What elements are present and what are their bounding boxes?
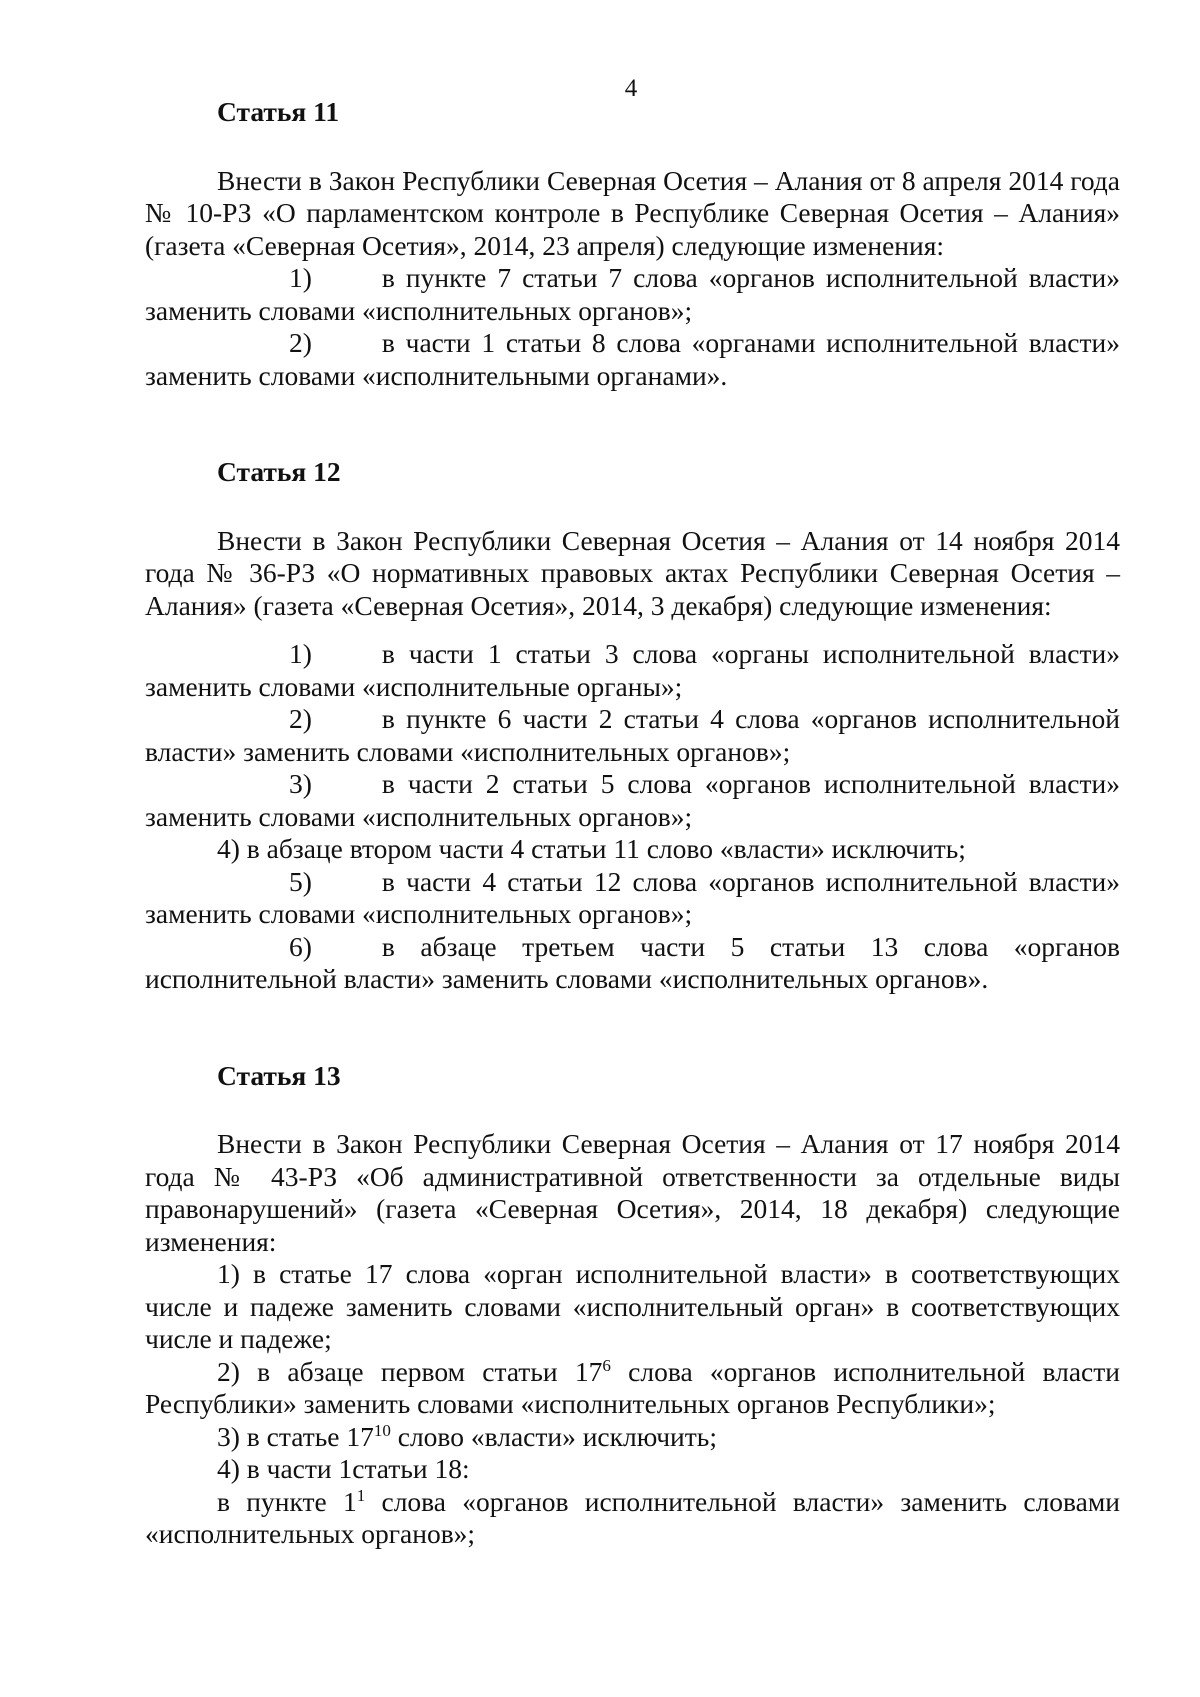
page-number: 4 (624, 75, 638, 102)
list-item: 4) в части 1статьи 18: (217, 1453, 470, 1484)
list-item: в пункте $1^1$ слова «органов исполнительной власти» заменить словами «исполнительных органов»; (145, 1485, 1120, 1549)
list-item: 2) в пункте 6 части 2 статьи 4 слова «органов исполнительной власти» заменить словами «исполнительных органов»; (145, 703, 1120, 767)
article-intro: Внести в Закон Республики Северная Осетия – Алания от 8 апреля 2014 года № 10-РЗ «О парламентском контроле в Республике Северная Осетия – Алания» (газета «Северная Осетия», 2014, 23 апреля) следующие изменения: (145, 164, 1120, 261)
article-11 (145, 96, 1120, 392)
article-12 (145, 456, 1120, 996)
list-item: 4) в абзаце втором части 4 статьи 11 слово «власти» исключить; (217, 833, 966, 864)
list-item: 1) в пункте 7 статьи 7 слова «органов исполнительной власти» заменить словами «исполнительных органов»; (145, 262, 1120, 326)
superscript: 1 (356, 1485, 366, 1505)
list-item: 1) в части 1 статьи 3 слова «органы исполнительной власти» заменить словами «исполнительные органы»; (145, 638, 1120, 702)
list-item: 2) в абзаце первом статьи $17^6$ слова «органов исполнительной власти Республики» заменить словами «исполнительных органов Республики»; (145, 1355, 1120, 1419)
article-heading: Статья 12 (217, 456, 341, 487)
list-item: 5) в части 4 статьи 12 слова «органов исполнительной власти» заменить словами «исполнительных органов»; (145, 865, 1120, 929)
article-intro: Внести в Закон Республики Северная Осетия – Алания от 17 ноября 2014 года № 43-РЗ «Об административной ответственности за отдельные виды правонарушений» (газета «Северная Осетия», 2014, 18 декабря) следующие изменения: (145, 1128, 1120, 1257)
document-body (145, 96, 1120, 1551)
list-item: 6) в абзаце третьем части 5 статьи 13 слова «органов исполнительной власти» заменить словами «исполнительных органов». (145, 930, 1120, 994)
article-13 (145, 1060, 1120, 1551)
article-heading: Статья 13 (217, 1059, 341, 1091)
article-intro: Внести в Закон Республики Северная Осетия – Алания от 14 ноября 2014 года № 36-РЗ «О нормативных правовых актах Республики Северная Осетия – Алания» (газета «Северная Осетия», 2014, 3 декабря) следующие изменения: (145, 524, 1120, 621)
list-item: 1) в статье 17 слова «орган исполнительной власти» в соответствующих числе и падеже заменить словами «исполнительный орган» в соответствующих числе и падеже; (145, 1258, 1120, 1354)
list-item: 3) в статье $17^{10}$ слово «власти» исключить; (217, 1420, 717, 1452)
list-item: 3) в части 2 статьи 5 слова «органов исполнительной власти» заменить словами «исполнительных органов»; (145, 768, 1120, 832)
superscript: 6 (602, 1355, 611, 1375)
list-item: 2) в части 1 статьи 8 слова «органами исполнительной власти» заменить словами «исполнительными органами». (145, 327, 1120, 391)
superscript: 10 (373, 1420, 391, 1440)
article-heading: Статья 11 (217, 96, 340, 127)
